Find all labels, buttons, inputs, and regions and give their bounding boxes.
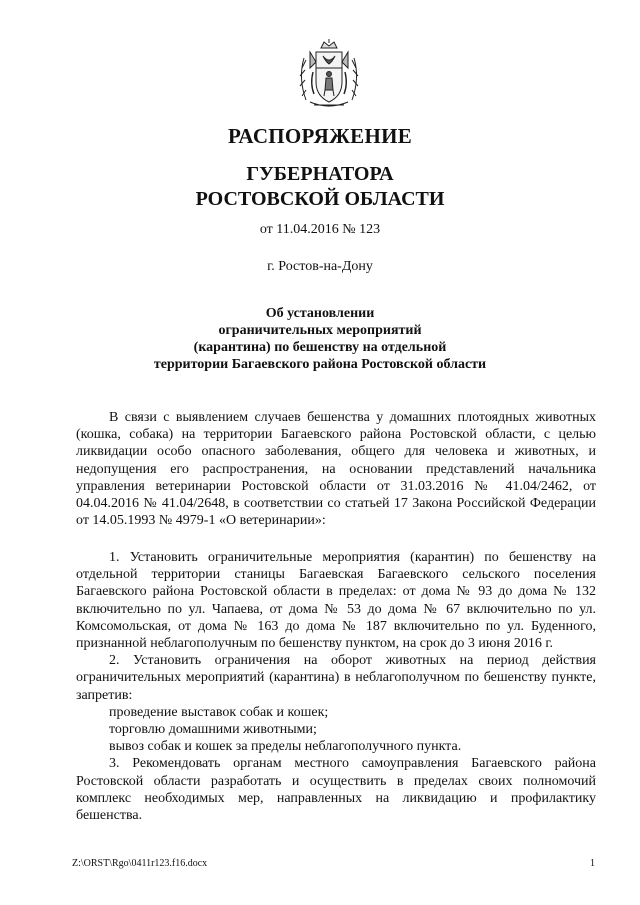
title-line: (карантина) по бешенству на отдельной <box>193 340 447 355</box>
item-2-paragraph: 2. Установить ограничения на оборот животных на период действия ограничительных мероприятий (карантина) в неблагополучном по бешенству пункте, запретив: <box>76 653 596 703</box>
title-line: ограничительных мероприятий <box>218 323 422 338</box>
item-3-paragraph: 3. Рекомендовать органам местного самоуправления Багаевского района Ростовской области разработать и осуществить в пределах своих полномочий комплекс необходимых мер, направленных на ликвидацию и профилактику бешенства. <box>76 756 596 824</box>
issuer-heading <box>0 162 640 212</box>
title-line: Об установлении <box>265 306 375 321</box>
item-2-list-entry: торговлю домашними животными; <box>109 722 317 738</box>
document-title <box>0 305 640 373</box>
page-number: 1 <box>590 858 595 869</box>
item-1-paragraph: 1. Установить ограничительные мероприятия (карантин) по бешенству на отдельной территории станицы Багаевская Багаевского сельского поселения Багаевского района Ростовской области в пределах: от дома № 93 до дома № 132 включительно по ул. Чапаева, от дома № 53 до дома № 67 включительно по ул. Комсомольская, от дома № 163 до дома № 187 включительно по ул. Буденного, признанной неблагополучным по бешенству пунктом, на срок до 3 июня 2016 г. <box>76 550 596 652</box>
document-date-number: от 11.04.2016 № 123 <box>259 222 381 237</box>
preamble-block <box>76 409 596 529</box>
document-city: г. Ростов-на-Дону <box>267 259 373 274</box>
coat-of-arms-icon <box>296 38 362 110</box>
document-type-heading: РАСПОРЯЖЕНИЕ <box>227 124 413 148</box>
item-2-list-entry: вывоз собак и кошек за пределы неблагополучного пункта. <box>109 739 462 755</box>
issuer-line-2: РОСТОВСКОЙ ОБЛАСТИ <box>195 188 445 210</box>
preamble-paragraph: В связи с выявлением случаев бешенства у домашних плотоядных животных (кошка, собака) на территории Багаевского района Ростовской области, с целью ликвидации особо опасного заболевания, общего для человека и животных, и недопущения его распространения, на основании представлений начальника управления ветеринарии Ростовской области от 31.03.2016 № 41.04/2462, от 04.04.2016 № 41.04/2648, в соответствии со статьей 17 Закона Российской Федерации от 14.05.1993 № 4979-1 «О ветеринарии»: <box>76 410 596 529</box>
footer-file-path: Z:\ORST\Rgo\0411r123.f16.docx <box>72 858 208 869</box>
item-2-list-entry: проведение выставок собак и кошек; <box>109 704 329 720</box>
issuer-line-1: ГУБЕРНАТОРА <box>246 163 394 185</box>
items-block <box>76 549 596 824</box>
title-line: территории Багаевского района Ростовской области <box>153 357 487 372</box>
